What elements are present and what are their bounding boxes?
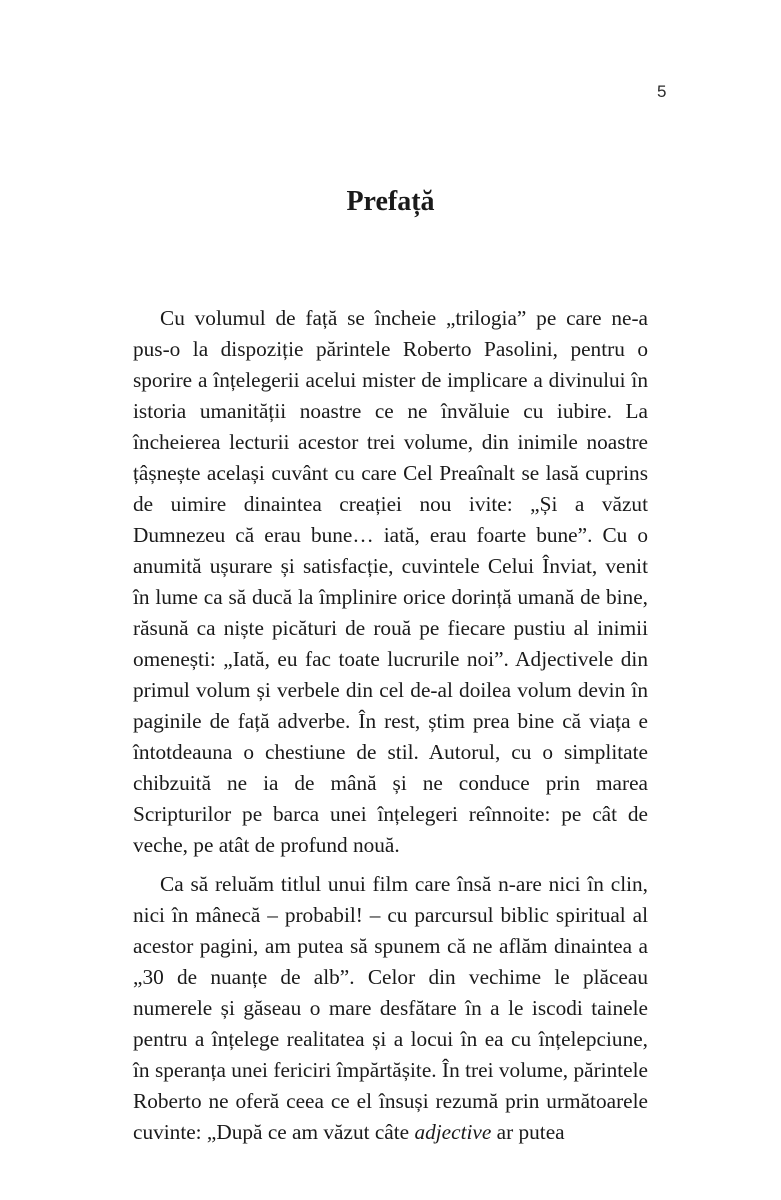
paragraph-2-tail: ar putea: [491, 1120, 565, 1144]
paragraph-2-text: Ca să reluăm titlul unui film care însă n-are nici în clin, nici în mânecă – probabil! – cu parcursul biblic spiritual al acestor pagini, am putea să spunem că ne aflăm dinaintea a „30 de nuanțe de alb”. Celor din vechime le plăceau numerele și găseau o mare desfătare în a le iscodi tainele pentru a înțelege realitatea și a locui în ea cu înțelepciune, în speranța unei fericiri împărtășite. În trei volume, părintele Roberto ne oferă ceea ce el însuși rezumă prin următoarele cuvinte: „După ce am văzut câte: [133, 872, 648, 1144]
paragraph-2: [133, 869, 648, 1148]
paragraph-1: Cu volumul de față se încheie „trilogia” pe care ne-a pus-o la dispoziție părintele Roberto Pasolini, pentru o sporire a înțelegerii acelui mister de implicare a divinului în istoria umanității noastre ce ne învăluie cu iubire. La încheierea lecturii acestor trei volume, din inimile noastre țâșnește același cuvânt cu care Cel Preaînalt se lasă cuprins de uimire dinaintea creației nou ivite: „Și a văzut Dumnezeu că erau bune… iată, erau foarte bune”. Cu o anumită ușurare și satisfacție, cuvintele Celui Înviat, venit în lume ca să ducă la împlinire orice dorință umană de bine, răsună ca niște picături de rouă pe fiecare pustiu al inimii omenești: „Iată, eu fac toate lucrurile noi”. Adjectivele din primul volum și verbele din cel de-al doilea volum devin în paginile de față adverbe. În rest, știm prea bine că viața e întotdeauna o chestiune de stil. Autorul, cu o simplitate chibzuită ne ia de mână și ne conduce prin marea Scripturilor pe barca unei înțelegeri reînnoite: pe cât de veche, pe atât de profund nouă.: [133, 306, 648, 857]
page-title: Prefață: [346, 186, 435, 217]
italic-word: adjective: [414, 1120, 492, 1144]
body-text: [133, 303, 648, 1148]
page-number: 5: [657, 82, 667, 101]
